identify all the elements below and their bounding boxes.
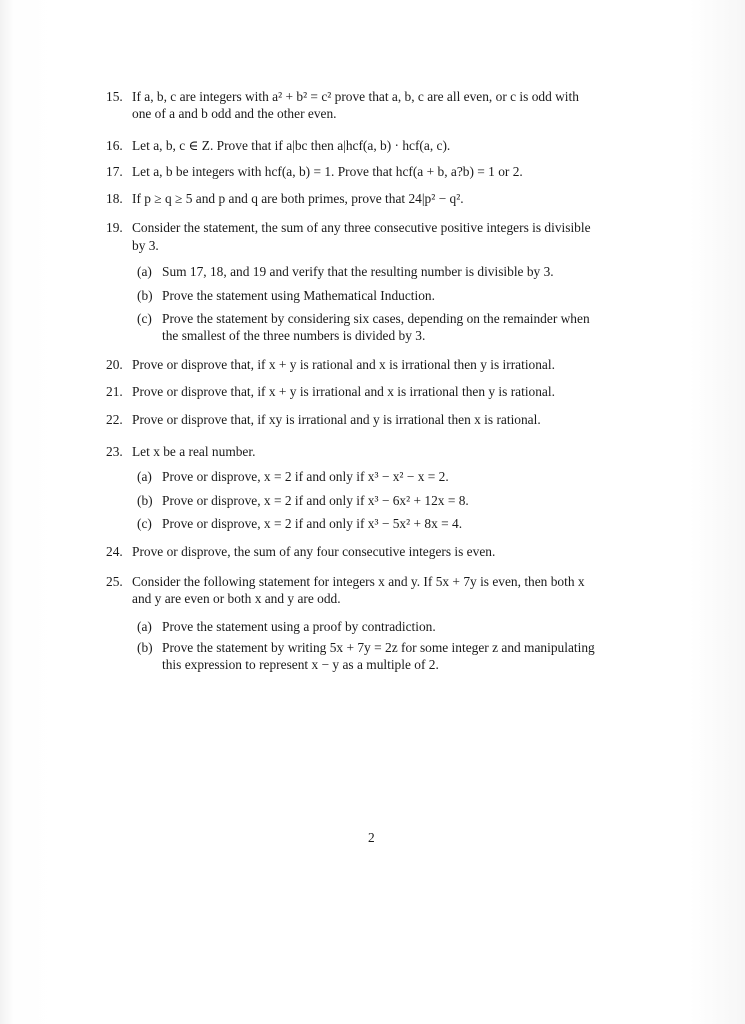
- problem-23b-label: (b): [137, 493, 153, 508]
- problem-19a-label: (a): [137, 264, 152, 279]
- problem-23a-label: (a): [137, 469, 152, 484]
- problem-25b-text: Prove the statement by writing 5x + 7y = 2z for some integer z and manipulating: [162, 640, 595, 655]
- problem-23b-text: Prove or disprove, x = 2 if and only if x³ − 6x² + 12x = 8.: [162, 493, 469, 508]
- problem-25-number: 25.: [106, 574, 123, 589]
- problem-25a-text: Prove the statement using a proof by contradiction.: [162, 619, 436, 634]
- problem-22-number: 22.: [106, 412, 123, 427]
- problem-23-number: 23.: [106, 444, 123, 459]
- problem-23c-text: Prove or disprove, x = 2 if and only if x³ − 5x² + 8x = 4.: [162, 516, 463, 531]
- problem-25b-label: (b): [137, 640, 153, 655]
- problem-18-text: If p ≥ q ≥ 5 and p and q are both primes, prove that 24|p² − q².: [132, 191, 464, 206]
- problem-17-number: 17.: [106, 164, 123, 179]
- problem-18-number: 18.: [106, 191, 123, 206]
- problem-23-text: Let x be a real number.: [132, 444, 256, 459]
- problem-16-text: Let a, b, c ∈ Z. Prove that if a|bc then a|hcf(a, b) · hcf(a, c).: [132, 138, 451, 153]
- problem-17-text: Let a, b be integers with hcf(a, b) = 1. Prove that hcf(a + b, a?b) = 1 or 2.: [132, 164, 523, 179]
- problem-19-number: 19.: [106, 220, 123, 235]
- problem-15-text: If a, b, c are integers with a² + b² = c² prove that a, b, c are all even, or c is odd with: [132, 89, 579, 104]
- problem-24-text: Prove or disprove, the sum of any four consecutive integers is even.: [132, 544, 496, 559]
- problem-25a-label: (a): [137, 619, 152, 634]
- problem-19c-label: (c): [137, 311, 152, 326]
- problem-19c-text: Prove the statement by considering six cases, depending on the remainder when: [162, 311, 590, 326]
- problem-16-number: 16.: [106, 138, 123, 153]
- problem-20-text: Prove or disprove that, if x + y is rational and x is irrational then y is irrational.: [132, 357, 555, 372]
- problem-25b-text-cont: this expression to represent x − y as a multiple of 2.: [162, 657, 439, 672]
- problem-21-text: Prove or disprove that, if x + y is irrational and x is irrational then y is rational.: [132, 384, 555, 399]
- problem-23c-label: (c): [137, 516, 152, 531]
- page-number: 2: [368, 830, 375, 845]
- problem-19-text-cont: by 3.: [132, 238, 159, 253]
- problem-19-text: Consider the statement, the sum of any three consecutive positive integers is divisible: [132, 220, 591, 235]
- problem-15-number: 15.: [106, 89, 123, 104]
- problem-20-number: 20.: [106, 357, 123, 372]
- problem-24-number: 24.: [106, 544, 123, 559]
- problem-19a-text: Sum 17, 18, and 19 and verify that the resulting number is divisible by 3.: [162, 264, 554, 279]
- problem-25-text-cont: and y are even or both x and y are odd.: [132, 591, 341, 606]
- problem-21-number: 21.: [106, 384, 123, 399]
- problem-22-text: Prove or disprove that, if xy is irrational and y is irrational then x is rational.: [132, 412, 541, 427]
- problem-19b-text: Prove the statement using Mathematical Induction.: [162, 288, 435, 303]
- problem-23a-text: Prove or disprove, x = 2 if and only if x³ − x² − x = 2.: [162, 469, 449, 484]
- problem-25-text: Consider the following statement for integers x and y. If 5x + 7y is even, then both x: [132, 574, 585, 589]
- problem-15-text-cont: one of a and b odd and the other even.: [132, 106, 337, 121]
- problem-19c-text-cont: the smallest of the three numbers is divided by 3.: [162, 328, 426, 343]
- problem-19b-label: (b): [137, 288, 153, 303]
